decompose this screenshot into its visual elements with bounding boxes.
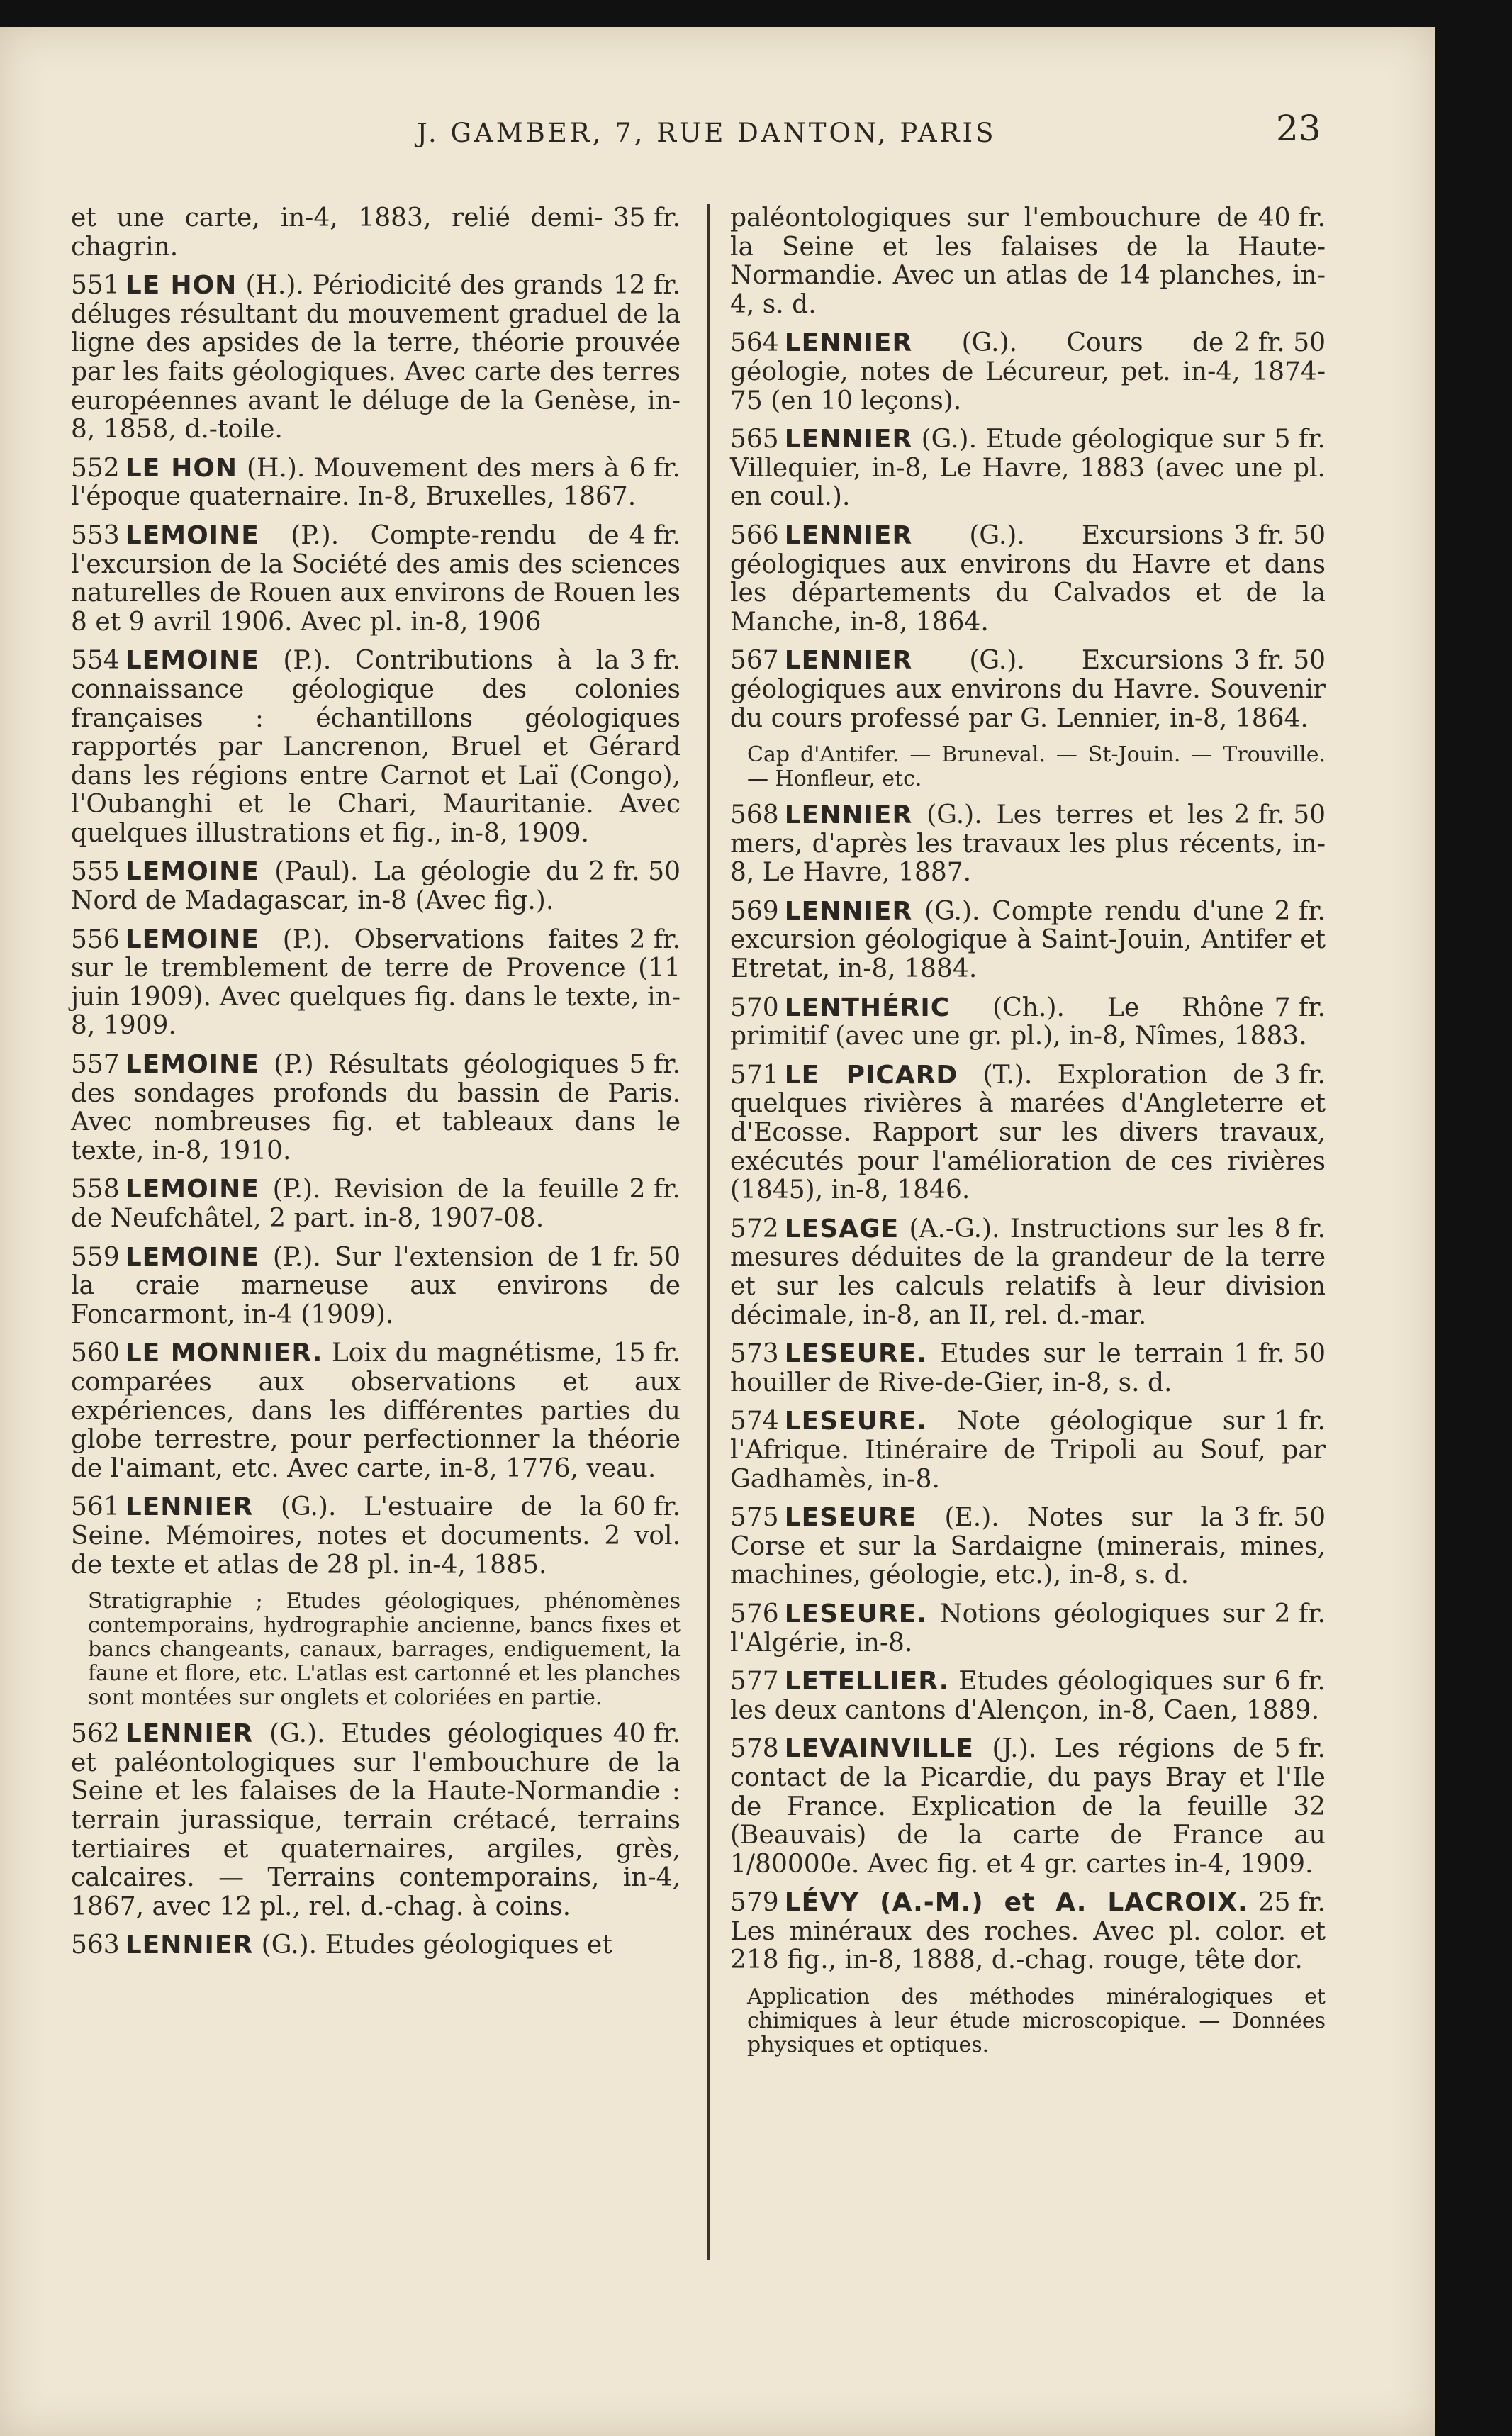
entry-text: (P.). Revision de la feuille de Neufchâtel, 2 part. in-8, 1907-08.	[71, 1175, 620, 1233]
entry-author: LEMOINE	[125, 1050, 259, 1080]
entry-price: 4 fr.	[629, 520, 681, 550]
catalog-entry	[730, 1667, 1326, 1725]
entry-price: 1 fr. 50	[588, 1242, 681, 1272]
catalog-entry	[730, 647, 1326, 733]
entry-author: LENTHÉRIC	[784, 993, 951, 1022]
entry-text: (P.). Observations faites sur le tremblement de terre de Provence (11 juin 1909). Avec quelques fig. dans le texte, in-8, 1909.	[71, 924, 681, 1041]
catalog-entry	[730, 425, 1326, 512]
entry-number: 565	[730, 425, 779, 454]
entry-price: 2 fr.	[629, 924, 681, 954]
catalog-entry	[71, 1175, 681, 1233]
entry-number: 579	[730, 1888, 779, 1918]
entry-text: Etudes sur le terrain houiller de Rive-de-Gier, in-8, s. d.	[730, 1339, 1224, 1397]
entry-price: 7 fr.	[1274, 993, 1326, 1022]
entry-text: (G.). Excursions géologiques aux environs du Havre et dans les départements du Calvados et de la Manche, in-8, 1864.	[730, 520, 1326, 637]
entry-text: (G.). Etudes géologiques et paléontologiques sur l'embouchure de la Seine et les falaises de la Haute-Normandie : terrain jurassique, terrain crétacé, terrains tertiaires et quaternaires, argiles, grès, calcaires. — Terrains contemporains, in-4, 1867, avec 12 pl., rel. d.-chag. à coins.	[71, 1719, 681, 1921]
entry-text: Note géologique sur l'Afrique. Itinéraire de Tripoli au Souf, par Gadhamès, in-8.	[730, 1407, 1326, 1494]
entry-number: 561	[71, 1492, 120, 1522]
entry-number: 560	[71, 1339, 120, 1368]
entry-text: Loix du magnétisme, comparées aux observations et aux expériences, dans les différentes parties du globe terrestre, pour perfectionner la théorie de l'aimant, etc. Avec carte, in-8, 1776, veau.	[71, 1339, 681, 1483]
entry-price: 3 fr. 50	[1233, 646, 1326, 676]
entry-number: 564	[730, 328, 779, 358]
entry-price: 2 fr. 50	[1233, 800, 1326, 830]
entry-number: 575	[730, 1503, 779, 1533]
entry-text: (A.-G.). Instructions sur les mesures déduites de la grandeur de la terre et sur les calculs relatifs à leur division décimale, in-8, an II, rel. d.-mar.	[730, 1214, 1326, 1330]
entry-number: 576	[730, 1599, 779, 1628]
entry-text: (Paul). La géologie du Nord de Madagascar, in-8 (Avec fig.).	[71, 857, 579, 916]
catalog-entry	[730, 329, 1326, 415]
page-number: 23	[1276, 108, 1321, 149]
entry-price: 1 fr. 50	[1233, 1339, 1326, 1369]
entry-author: LEMOINE	[125, 1175, 259, 1205]
entry-text: (P.). Contributions à la connaissance géologique des colonies françaises : échantillons géologiques rapportés par Lancrenon, Bruel et Gérard dans les régions entre Carnot et Laï (Congo), l'Oubanghi et le Chari, Mauritanie. Avec quelques illustrations et fig., in-8, 1909.	[71, 646, 681, 848]
entry-author: LESEURE.	[784, 1339, 927, 1369]
entry-author: LENNIER	[784, 800, 913, 830]
left-column	[71, 204, 681, 1970]
entry-text: (P.). Compte-rendu de l'excursion de la Société des amis des sciences naturelles de Rouen aux environs de Rouen les 8 et 9 avril 1906. Avec pl. in-8, 1906	[71, 520, 681, 637]
catalog-entry	[730, 1735, 1326, 1879]
entry-number: 567	[730, 646, 779, 676]
catalog-entry	[71, 1720, 681, 1921]
entry-text: (H.). Mouvement des mers à l'époque quaternaire. In-8, Bruxelles, 1867.	[71, 453, 637, 512]
entry-text: (J.). Les régions de contact de la Picardie, du pays Bray et l'Ile de France. Explication de la feuille 32 (Beauvais) de la carte de France au 1/80000e. Avec fig. et 4 gr. cartes in-4, 1909.	[730, 1734, 1326, 1879]
entry-price: 40 fr.	[1258, 203, 1326, 233]
entry-number: 570	[730, 993, 779, 1022]
entry-text: (T.). Exploration de quelques rivières à marées d'Angleterre et d'Ecosse. Rapport sur les divers travaux, exécutés pour l'amélioration de ces rivières (1845), in-8, 1846.	[730, 1060, 1326, 1205]
entry-price: 2 fr.	[629, 1175, 681, 1205]
catalog-entry	[730, 994, 1326, 1051]
entry-number: 553	[71, 520, 120, 550]
entry-price: 3 fr.	[629, 646, 681, 676]
entry-author: LENNIER	[125, 1719, 254, 1749]
continuation-entry	[730, 204, 1326, 319]
catalog-entry	[730, 898, 1326, 984]
entry-text: et une carte, in-4, 1883, relié demi-chagrin.	[71, 203, 603, 262]
entry-author: LENNIER	[125, 1931, 254, 1960]
catalog-entry	[71, 272, 681, 445]
entry-author: LEMOINE	[125, 520, 259, 550]
catalog-entry	[71, 454, 681, 512]
entry-author: LEMOINE	[125, 1242, 259, 1272]
entry-author: LE PICARD	[784, 1060, 958, 1090]
entry-number: 556	[71, 924, 120, 954]
entry-price: 8 fr.	[1274, 1214, 1326, 1244]
catalog-entry	[71, 1493, 681, 1580]
entry-number: 566	[730, 520, 779, 550]
entry-number: 557	[71, 1050, 120, 1080]
entry-text: (G.). Compte rendu d'une excursion géologique à Saint-Jouin, Antifer et Etretat, in-8, 1884.	[730, 896, 1326, 984]
catalog-entry	[71, 647, 681, 848]
entry-author: LEMOINE	[125, 924, 259, 954]
entry-price: 2 fr. 50	[1233, 328, 1326, 358]
entry-author: LEMOINE	[125, 646, 259, 676]
entry-text: (E.). Notes sur la Corse et sur la Sardaigne (minerais, mines, machines, géologie, etc.), in-8, s. d.	[730, 1503, 1326, 1590]
entry-number: 568	[730, 800, 779, 830]
entry-text: (G.). Excursions géologiques aux environs du Havre. Souvenir du cours professé par G. Lennier, in-8, 1864.	[730, 646, 1326, 733]
entry-text: (Ch.). Le Rhône primitif (avec une gr. pl.), in-8, Nîmes, 1883.	[730, 993, 1307, 1051]
entry-author: LESEURE.	[784, 1599, 927, 1628]
entry-text: (G.). Cours de géologie, notes de Lécureur, pet. in-4, 1874-75 (en 10 leçons).	[730, 328, 1326, 415]
entry-price: 5 fr.	[1274, 1734, 1326, 1764]
catalog-entry	[730, 801, 1326, 888]
entry-number: 562	[71, 1719, 120, 1749]
entry-number: 574	[730, 1407, 779, 1436]
entry-number: 573	[730, 1339, 779, 1369]
entry-note: Application des méthodes minéralogiques et chimiques à leur étude microscopique. — Données physiques et optiques.	[747, 1984, 1326, 2058]
entry-price: 5 fr.	[1274, 425, 1326, 454]
catalog-entry	[730, 1407, 1326, 1494]
entry-number: 555	[71, 857, 120, 887]
entry-author: LE HON	[125, 271, 237, 301]
entry-number: 558	[71, 1175, 120, 1205]
entry-text: Notions géologiques sur l'Algérie, in-8.	[730, 1599, 1265, 1658]
entry-author: LENNIER	[784, 425, 913, 454]
entry-price: 2 fr.	[1274, 896, 1326, 926]
left-entry-list	[71, 272, 681, 1960]
entry-price: 2 fr. 50	[588, 857, 681, 887]
catalog-entry	[730, 522, 1326, 637]
entry-price: 60 fr.	[612, 1492, 681, 1522]
catalog-entry	[730, 1889, 1326, 1975]
entry-number: 552	[71, 453, 120, 483]
entry-author: LENNIER	[784, 328, 913, 358]
entry-price: 6 fr.	[1274, 1667, 1326, 1697]
entry-text: (G.). Etudes géologiques et	[261, 1931, 612, 1960]
entry-author: LE MONNIER.	[125, 1339, 323, 1368]
catalog-entry	[71, 1051, 681, 1166]
entry-author: LEMOINE	[125, 857, 259, 887]
right-column	[730, 204, 1326, 2067]
entry-author: LESAGE	[784, 1214, 900, 1244]
catalog-entry	[71, 522, 681, 637]
catalog-entry	[730, 1061, 1326, 1205]
catalog-entry	[71, 1931, 681, 1960]
entry-author: LESEURE	[784, 1503, 917, 1533]
entry-text: paléontologiques sur l'embouchure de la Seine et les falaises de la Haute-Normandie. Avec un atlas de 14 planches, in-4, s. d.	[730, 203, 1326, 319]
entry-price: 40 fr.	[612, 1719, 681, 1749]
catalog-entry	[730, 1215, 1326, 1330]
running-title: J. GAMBER, 7, RUE DANTON, PARIS	[417, 118, 997, 148]
entry-text: (P.). Sur l'extension de la craie marneuse aux environs de Foncarmont, in-4 (1909).	[71, 1242, 681, 1329]
entry-number: 577	[730, 1667, 779, 1697]
entry-text: Etudes géologiques sur les deux cantons d'Alençon, in-8, Caen, 1889.	[730, 1667, 1320, 1725]
entry-price: 15 fr.	[612, 1339, 681, 1368]
catalog-entry	[71, 926, 681, 1041]
entry-number: 559	[71, 1242, 120, 1272]
continuation-entry	[71, 204, 681, 262]
page-header	[0, 108, 1435, 160]
entry-text: (P.) Résultats géologiques des sondages profonds du bassin de Paris. Avec nombreuses fig. et tableaux dans le texte, in-8, 1910.	[71, 1050, 681, 1166]
entry-price: 6 fr.	[629, 453, 681, 483]
entry-price: 2 fr.	[1274, 1599, 1326, 1628]
entry-price: 1 fr.	[1274, 1407, 1326, 1436]
entry-text: (G.). L'estuaire de la Seine. Mémoires, notes et documents. 2 vol. de texte et atlas de 28 pl. in-4, 1885.	[71, 1492, 681, 1580]
entry-number: 563	[71, 1931, 120, 1960]
catalog-page	[0, 27, 1435, 2436]
entry-author: LE HON	[125, 453, 238, 483]
catalog-entry	[71, 1244, 681, 1330]
entry-author: LÉVY (A.-M.) et A. LACROIX.	[784, 1888, 1248, 1918]
entry-note: Stratigraphie ; Etudes géologiques, phénomènes contemporains, hydrographie ancienne, bancs fixes et bancs changeants, canaux, barrages, endiguement, la faune et flore, etc. L'atlas est cartonné et les planches sont montées sur onglets et coloriées en partie.	[88, 1589, 681, 1711]
entry-number: 578	[730, 1734, 779, 1764]
entry-text: (G.). Etude géologique sur Villequier, in-8, Le Havre, 1883 (avec une pl. en coul.).	[730, 425, 1326, 512]
entry-author: LESEURE.	[784, 1407, 927, 1436]
entry-price: 35 fr.	[612, 203, 681, 233]
entry-author: LENNIER	[784, 520, 913, 550]
entry-author: LETELLIER.	[784, 1667, 950, 1697]
entry-number: 569	[730, 896, 779, 926]
catalog-entry	[71, 1339, 681, 1483]
catalog-entry	[730, 1340, 1326, 1397]
entry-author: LENNIER	[784, 896, 913, 926]
entry-text: (G.). Les terres et les mers, d'après les travaux les plus récents, in-8, Le Havre, 1887.	[730, 800, 1326, 888]
entry-price: 3 fr. 50	[1233, 1503, 1326, 1533]
column-divider	[707, 204, 710, 2260]
entry-text: (H.). Périodicité des grands déluges résultant du mouvement graduel de la ligne des apsides de la terre, théorie prouvée par les faits géologiques. Avec carte des terres européennes avant le déluge de la Genèse, in-8, 1858, d.-toile.	[71, 271, 681, 445]
entry-number: 551	[71, 271, 120, 301]
entry-number: 554	[71, 646, 120, 676]
entry-number: 571	[730, 1060, 779, 1090]
entry-price: 25 fr.	[1258, 1888, 1326, 1918]
entry-note: Cap d'Antifer. — Bruneval. — St-Jouin. — Trouville. — Honfleur, etc.	[747, 742, 1326, 792]
catalog-entry	[71, 858, 681, 915]
entry-text: Les minéraux des roches. Avec pl. color. et 218 fig., in-8, 1888, d.-chag. rouge, tête dor.	[730, 1916, 1326, 1975]
entry-price: 3 fr. 50	[1233, 520, 1326, 550]
entry-number: 572	[730, 1214, 779, 1244]
catalog-entry	[730, 1504, 1326, 1590]
entry-author: LEVAINVILLE	[784, 1734, 974, 1764]
entry-price: 5 fr.	[629, 1050, 681, 1080]
right-entry-list	[730, 329, 1326, 2057]
entry-author: LENNIER	[125, 1492, 254, 1522]
entry-author: LENNIER	[784, 646, 913, 676]
catalog-entry	[730, 1600, 1326, 1658]
entry-price: 3 fr.	[1274, 1060, 1326, 1090]
entry-price: 12 fr.	[612, 271, 681, 301]
